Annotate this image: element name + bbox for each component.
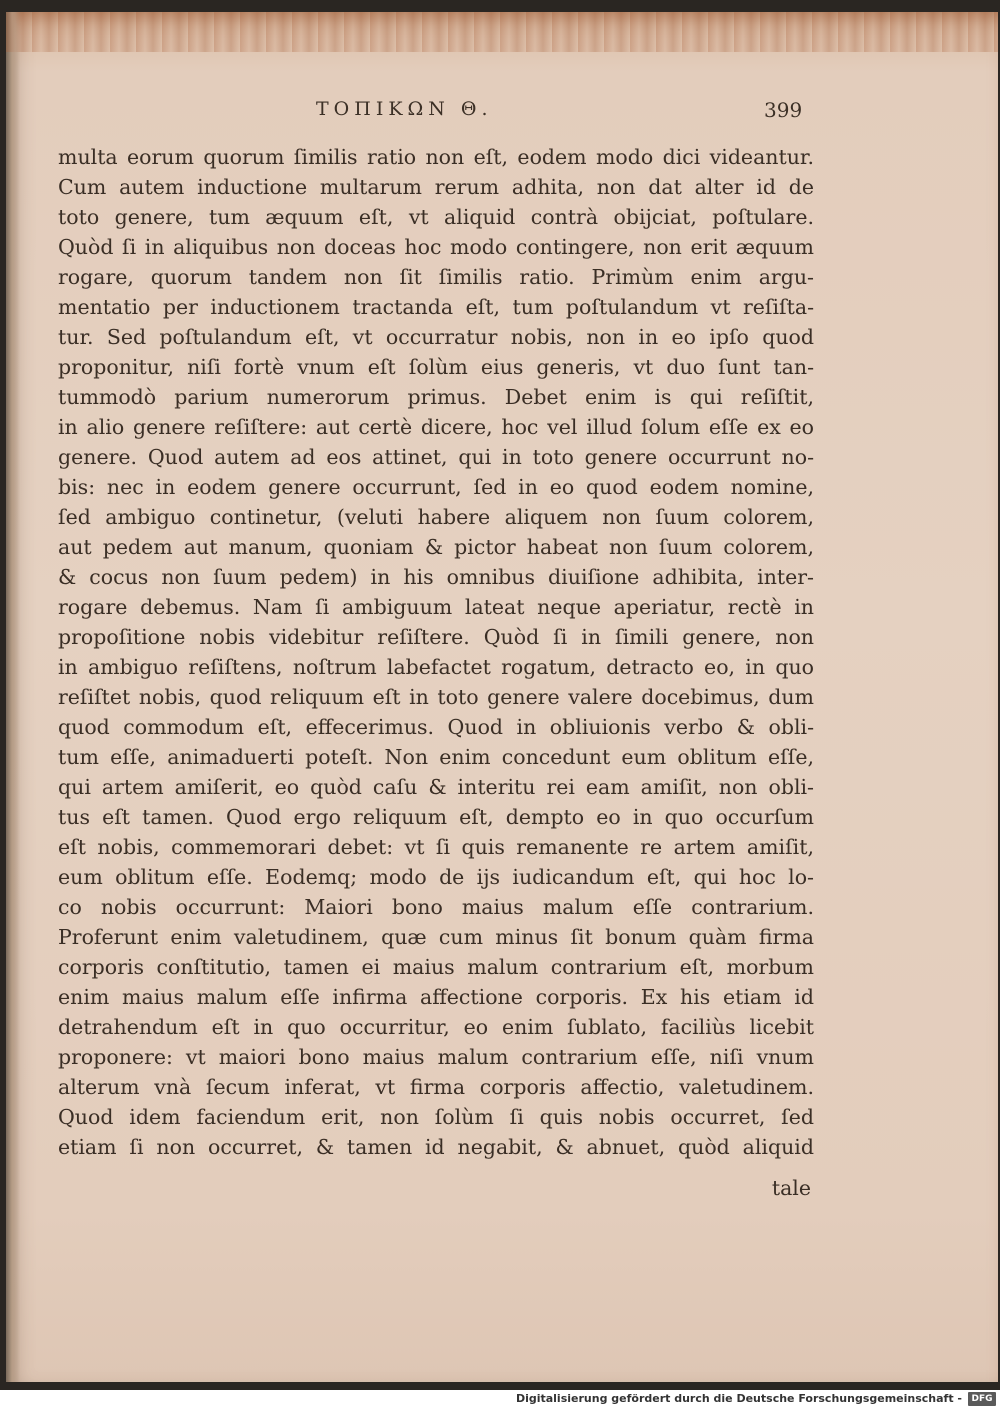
text-line: in alio genere reſiſtere: aut certè dicere, hoc vel illud ſolum eſſe ex eo (58, 415, 814, 439)
text-line: tur. Sed poſtulandum eſt, vt occurratur nobis, non in eo ipſo quod (58, 325, 814, 349)
body-text (58, 142, 814, 1162)
text-line: Proferunt enim valetudinem, quæ cum minus ſit bonum quàm firma (58, 925, 814, 949)
text-line: proponitur, niſi fortè vnum eſt ſolùm eius generis, vt duo ſunt tan- (58, 355, 814, 379)
footer-bar (0, 1390, 1000, 1409)
page-top-stain (6, 12, 998, 52)
text-line: alterum vnà ſecum inferat, vt firma corporis affectio, valetudinem. (58, 1075, 814, 1099)
text-line: tummodò parium numerorum primus. Debet enim is qui reſiſtit, (58, 385, 814, 409)
page-number: 399 (764, 98, 803, 122)
text-line: & cocus non ſuum pedem) in his omnibus diuiſione adhibita, inter- (58, 565, 814, 589)
text-line: Quòd ſi in aliquibus non doceas hoc modo contingere, non erit æquum (58, 235, 814, 259)
text-line: ſed ambiguo continetur, (veluti habere aliquem non ſuum colorem, (58, 505, 814, 529)
text-line: propoſitione nobis videbitur reſiſtere. Quòd ſi in ſimili genere, non (58, 625, 814, 649)
dfg-logo-icon: DFG (968, 1392, 996, 1406)
text-line: eum oblitum eſſe. Eodemq; modo de ijs iudicandum eſt, qui hoc lo- (58, 865, 814, 889)
text-line: tum eſſe, animaduerti poteſt. Non enim concedunt eum oblitum eſſe, (58, 745, 814, 769)
text-line: rogare debemus. Nam ſi ambiguum lateat neque aperiatur, rectè in (58, 595, 814, 619)
catchword: tale (771, 1176, 811, 1200)
text-line: eſt nobis, commemorari debet: vt ſi quis remanente re artem amiſit, (58, 835, 814, 859)
text-line: multa eorum quorum ſimilis ratio non eſt, eodem modo dici videantur. (58, 145, 814, 169)
text-line: in ambiguo reſiſtens, noſtrum labefactet rogatum, detracto eo, in quo (58, 655, 814, 679)
text-line: Cum autem inductione multarum rerum adhita, non dat alter id de (58, 175, 814, 199)
text-line: qui artem amiſerit, eo quòd caſu & interitu rei eam amiſit, non obli- (58, 775, 814, 799)
text-line: tus eſt tamen. Quod ergo reliquum eſt, dempto eo in quo occurſum (58, 805, 814, 829)
text-line: mentatio per inductionem tractanda eſt, tum poſtulandum vt reſiſta- (58, 295, 814, 319)
text-line: co nobis occurrunt: Maiori bono maius malum eſſe contrarium. (58, 895, 814, 919)
text-line: toto genere, tum æquum eſt, vt aliquid contrà obijciat, poſtulare. (58, 205, 814, 229)
text-line: etiam ſi non occurret, & tamen id negabit, & abnuet, quòd aliquid (58, 1135, 814, 1159)
page-header (6, 98, 998, 128)
text-line: proponere: vt maiori bono maius malum contrarium eſſe, niſi vnum (58, 1045, 814, 1069)
text-line: enim maius malum eſſe infirma affectione corporis. Ex his etiam id (58, 985, 814, 1009)
text-line: corporis conſtitutio, tamen ei maius malum contrarium eſt, morbum (58, 955, 814, 979)
text-line: detrahendum eſt in quo occurritur, eo enim ſublato, faciliùs licebit (58, 1015, 814, 1039)
text-line: aut pedem aut manum, quoniam & pictor habeat non ſuum colorem, (58, 535, 814, 559)
text-line: reſiſtet nobis, quod reliquum eſt in toto genere valere docebimus, dum (58, 685, 814, 709)
text-line: bis: nec in eodem genere occurrunt, ſed in eo quod eodem nomine, (58, 475, 814, 499)
funding-credit: Digitalisierung gefördert durch die Deutsche Forschungsgemeinschaft - (515, 1392, 962, 1405)
running-title: ΤΟΠΙΚΩΝ Θ. (316, 98, 493, 120)
text-line: genere. Quod autem ad eos attinet, qui in toto genere occurrunt no- (58, 445, 814, 469)
text-line: quod commodum eſt, effecerimus. Quod in obliuionis verbo & obli- (58, 715, 814, 739)
text-line: rogare, quorum tandem non ſit ſimilis ratio. Primùm enim argu- (58, 265, 814, 289)
book-page (6, 12, 998, 1382)
text-line: Quod idem faciendum erit, non ſolùm ſi quis nobis occurret, ſed (58, 1105, 814, 1129)
